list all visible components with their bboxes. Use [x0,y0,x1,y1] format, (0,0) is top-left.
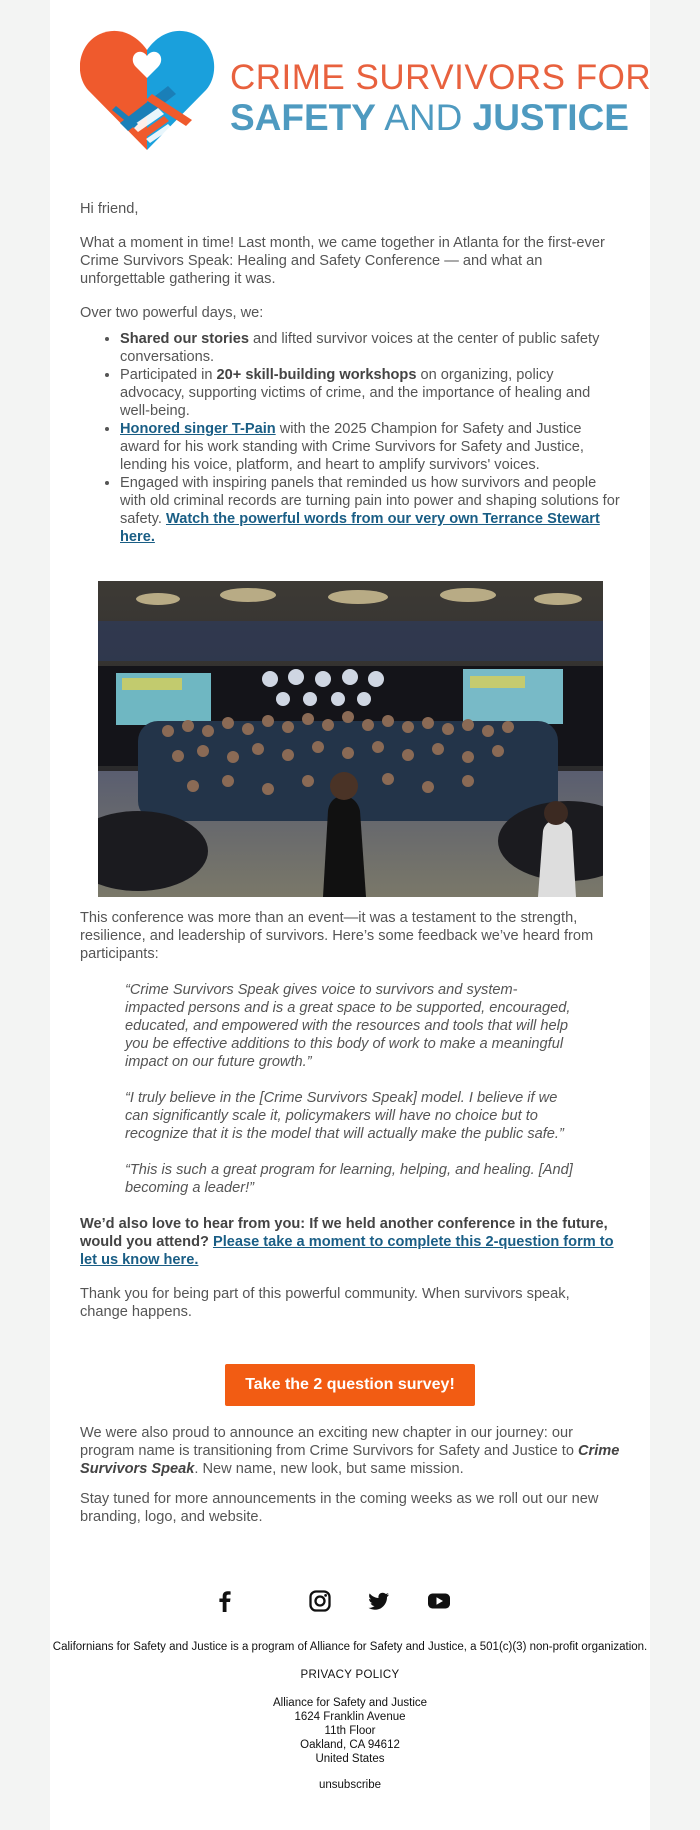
quotes [125,981,575,1197]
over-two-days: Over two powerful days, we: [80,305,264,321]
address-line: 1624 Franklin Avenue [294,1711,406,1723]
logo-word-justice: JUSTICE [472,97,629,138]
email-card [50,0,650,1830]
bullet-text: and lifted survivor voices at the center of public safety conversations. [120,331,600,365]
address-line: 11th Floor [324,1725,376,1737]
program-note: Californians for Safety and Justice is a program of Alliance for Safety and Justice, a 501(c)(3) non-profit organization. [52,1641,648,1653]
address-line: Alliance for Safety and Justice [272,1697,428,1709]
terrance-stewart-video-link[interactable]: Watch the powerful words from our very own Terrance Stewart here. [120,511,600,545]
feedback-section [80,909,620,1321]
survey-ask [80,1215,620,1269]
logo-line-1: CRIME SURVIVORS FOR [230,58,652,97]
mailing-address [50,1696,650,1766]
thanks-paragraph: Thank you for being part of this powerful community. When survivors speak, change happens. [80,1286,570,1320]
survey-ask-bold: We’d also love to hear from you: If we held another conference in the future, would you attend? [80,1216,608,1250]
greeting: Hi friend, [80,201,139,217]
t-pain-link[interactable]: Honored singer T-Pain [120,421,276,437]
new-name-bold: Crime Survivors Speak [80,1443,620,1477]
email-body [80,200,620,546]
quote: “This is such a great program for learning, helping, and healing. [And] becoming a leader!” [125,1162,573,1196]
header-logo[interactable] [80,28,652,153]
social-links [50,1588,650,1618]
survey-form-link[interactable]: Please take a moment to complete this 2-question form to let us know here. [80,1234,614,1268]
survey-button[interactable]: Take the 2 question survey! [225,1364,475,1406]
unsubscribe-link[interactable]: unsubscribe [318,1779,381,1791]
bullet-bold: 20+ skill-building workshops [216,367,417,383]
intro-paragraph: What a moment in time! Last month, we came together in Atlanta for the first-ever Crime Survivors Speak: Healing and Safety Conference — and what an unforgettable gathering it was. [80,235,605,287]
stay-tuned-paragraph: Stay tuned for more announcements in the coming weeks as we roll out our new branding, logo, and website. [80,1491,599,1525]
highlights-list [80,330,620,546]
twitter-icon[interactable] [366,1588,392,1614]
logo-wordmark [230,58,651,138]
announcement-text: . New name, new look, but same mission. [194,1461,464,1477]
announcement-section [80,1424,620,1526]
cta-wrapper [225,1364,475,1406]
logo-line-2 [230,98,651,138]
after-photo-paragraph: This conference was more than an event—it was a testament to the strength, resilience, and leadership of survivors. Here’s some feedback we’ve heard from participants: [80,910,594,962]
privacy-policy-link[interactable]: PRIVACY POLICY [300,1669,400,1681]
list-item [120,474,620,546]
list-item [120,330,620,366]
heart-hands-logo-icon [80,28,215,153]
logo-word-safety: SAFETY [230,97,376,138]
list-item [120,366,620,420]
announcement-paragraph [80,1424,620,1478]
address-line: United States [315,1753,385,1765]
instagram-icon[interactable] [307,1588,333,1614]
announcement-text: We were also proud to announce an exciting new chapter in our journey: our program name is transitioning from Crime Survivors for Safety and Justice to [80,1425,578,1459]
bullet-bold: Shared our stories [120,331,249,347]
quote: “I truly believe in the [Crime Survivors Speak] model. I believe if we can significantly scale it, policymakers will have no choice but to recognize that it is the model that will actually make the public safe.” [125,1090,564,1142]
email-footer [50,1640,650,1792]
bullet-text: on organizing, policy advocacy, supporting victims of crime, and the importance of healing and well-being. [120,367,591,419]
bullet-text: Engaged with inspiring panels that reminded us how survivors and people with old criminal records are turning pain into power and shaping solutions for safety. [120,475,620,527]
logo-word-and: AND [384,97,463,138]
list-item [120,420,620,474]
address-line: Oakland, CA 94612 [300,1739,400,1751]
quote: “Crime Survivors Speak gives voice to survivors and system-impacted persons and is a great space to be supported, encouraged, educated, and empowered with the resources and tools that will help you be effective additions to this body of work to make a meaningful impact on our future growth.” [125,982,571,1070]
bullet-text: with the 2025 Champion for Safety and Justice award for his work standing with Crime Survivors for Safety and Justice, lending his voice, platform, and heart to amplify survivors' voices. [120,421,584,473]
conference-group-photo [98,581,603,897]
bullet-text: Participated in [120,367,217,383]
facebook-icon[interactable] [212,1588,238,1614]
conference-photo-illustration [98,581,603,897]
youtube-icon[interactable] [426,1588,452,1614]
